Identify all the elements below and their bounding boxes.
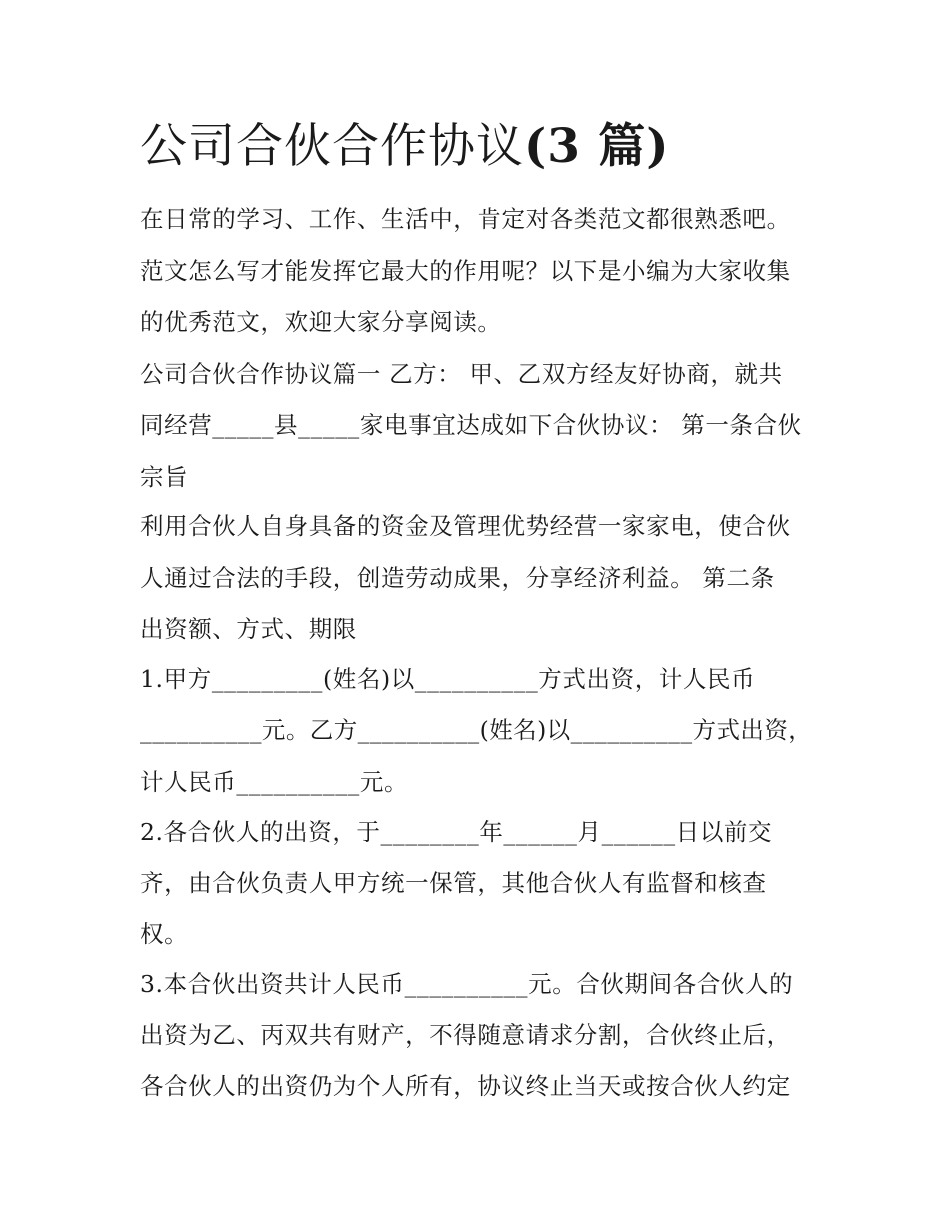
paragraph-line: 宗旨	[140, 463, 189, 491]
paragraph-line: 权。	[140, 920, 189, 948]
paragraph-line: 范文怎么写才能发挥它最大的作用呢？以下是小编为大家收集	[140, 257, 791, 285]
paragraph-line: 1.甲方_________(姓名)以__________方式出资，计人民币	[140, 665, 756, 693]
paragraph-line: __________元。乙方__________(姓名)以__________方式出资，	[140, 716, 813, 744]
title-text: 公司合伙合作协议	[140, 119, 524, 174]
paragraph-line: 的优秀范文，欢迎大家分享阅读。	[140, 308, 502, 336]
paragraph-line: 公司合伙合作协议篇一 乙方： 甲、乙双方经友好协商，就共	[140, 360, 783, 388]
paragraph-line: 人通过合法的手段，创造劳动成果，分享经济利益。 第二条	[140, 564, 775, 592]
paragraph-line: 各合伙人的出资仍为个人所有，协议终止当天或按合伙人约定	[140, 1072, 791, 1100]
paragraph-line: 出资额、方式、期限	[140, 615, 357, 643]
paragraph-line: 出资为乙、丙双共有财产，不得随意请求分割，合伙终止后，	[140, 1021, 791, 1049]
title-suffix: (3 篇)	[524, 119, 670, 174]
paragraph-line: 2.各合伙人的出资，于________年______月______日以前交	[140, 818, 773, 846]
paragraph-line: 计人民币__________元。	[140, 768, 409, 796]
paragraph-line: 利用合伙人自身具备的资金及管理优势经营一家家电，使合伙	[140, 512, 791, 540]
paragraph-line: 同经营_____县_____家电事宜达成如下合伙协议： 第一条合伙	[140, 411, 802, 439]
page-title	[140, 112, 670, 182]
paragraph-line: 齐，由合伙负责人甲方统一保管，其他合伙人有监督和核查	[140, 869, 767, 897]
paragraph-line: 3.本合伙出资共计人民币__________元。合伙期间各合伙人的	[140, 970, 794, 998]
paragraph-line: 在日常的学习、工作、生活中，肯定对各类范文都很熟悉吧。	[140, 205, 791, 233]
